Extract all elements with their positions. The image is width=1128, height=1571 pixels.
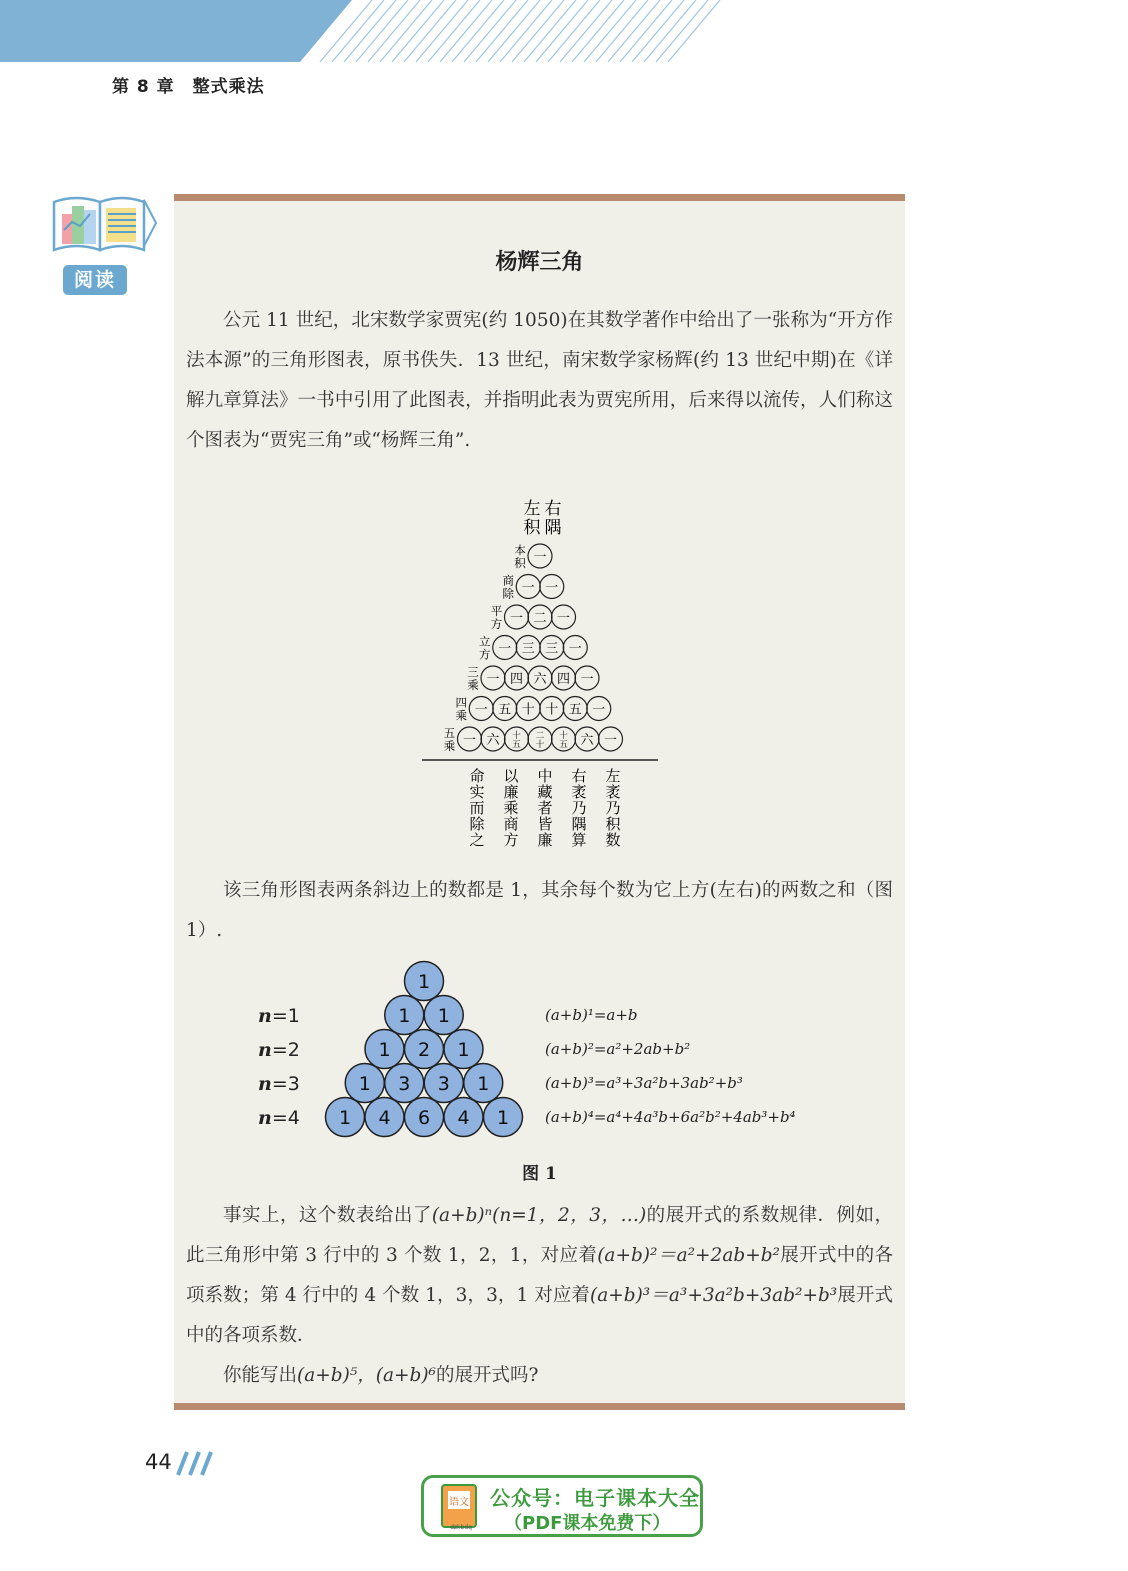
paragraph-intro-text: 公元 11 世纪，北宋数学家贾宪(约 1050)在其数学著作中给出了一张称为“开方作法本源”的三角形图表，原书佚失．13 世纪，南宋数学家杨辉(约 13 世纪中期)在《详解九章算法》一书中引用了此图表，并指明此表为贾宪所用，后来得以流传，人们称这个图表为“贾宪三角”或“杨辉三角”.: [186, 310, 893, 451]
ancient-numeral: 六: [533, 672, 547, 687]
ancient-numeral: 十: [512, 731, 521, 741]
expansion-formula: (a+b)⁴=a⁴+4a³b+6a²b²+4ab³+b⁴: [545, 1108, 796, 1126]
paragraph-question: [186, 1356, 893, 1396]
ancient-numeral: 一: [568, 641, 582, 657]
math-cube: (a+b)³＝a³+3a²b+3ab²+b³: [590, 1285, 838, 1306]
pascal-number: 4: [457, 1107, 470, 1129]
row-label: 除: [502, 586, 514, 601]
row-label: 五: [443, 726, 456, 740]
n-label: n=3: [258, 1073, 300, 1095]
ancient-numeral: 十: [521, 702, 535, 718]
pascal-number: 3: [437, 1073, 450, 1095]
ancient-numeral: 一: [521, 580, 535, 596]
ancient-numeral: 五: [559, 740, 568, 750]
textbook-icon-sub: dzkbdq: [450, 1524, 472, 1531]
page-number: 44: [145, 1450, 172, 1474]
chapter-heading: [112, 72, 265, 97]
top-label-left: 左: [523, 499, 541, 519]
ancient-numeral: 一: [533, 550, 547, 565]
top-label-corner: 隅: [544, 518, 562, 538]
ancient-numeral: 四: [556, 672, 571, 687]
pascal-number: 1: [338, 1107, 352, 1129]
pascal-number: 1: [496, 1107, 510, 1129]
chapter-number: 第 8 章: [112, 77, 175, 97]
n-label: n=4: [258, 1107, 300, 1129]
wechat-banner[interactable]: [421, 1475, 703, 1537]
row-label: 乘: [455, 708, 467, 723]
n-label: n=1: [258, 1005, 300, 1027]
math-fifth-sixth: (a+b)⁵，(a+b)⁶: [297, 1365, 436, 1386]
ancient-numeral: 一: [474, 702, 488, 718]
bottom-column-text: 命实而除之: [469, 767, 485, 849]
ancient-numeral: 五: [512, 740, 521, 750]
math-general: (a+b)ⁿ(n=1，2，3，…): [431, 1205, 647, 1226]
paragraph-fact: [186, 1196, 893, 1396]
row-label: 乘: [443, 739, 456, 753]
math-square: (a+b)²＝a²+2ab+b²: [597, 1245, 780, 1266]
ancient-triangle: [420, 495, 660, 855]
pascal-number: 3: [398, 1073, 411, 1095]
ancient-numeral: 四: [509, 672, 524, 687]
bottom-column-text: 中藏者皆廉: [537, 767, 553, 849]
paragraph-rule-text: 该三角形图表两条斜边上的数都是 1，其余每个数为它上方(左右)的两数之和（图 1）.: [186, 880, 893, 941]
wechat-line-1: 公众号：电子课本大全: [490, 1486, 700, 1510]
ancient-numeral: 一: [592, 702, 606, 718]
expansion-formula: (a+b)³=a³+3a²b+3ab²+b³: [545, 1074, 743, 1092]
row-label: 平: [490, 604, 503, 618]
reading-panel: [174, 194, 905, 1410]
ancient-numeral: 五: [568, 702, 582, 718]
ancient-numeral: 五: [498, 702, 512, 718]
pascal-number: 1: [378, 1039, 391, 1061]
top-label-right: 右: [544, 499, 562, 519]
fact-text-b: 的展开式的系数规律．例如，此三角形中第 3 行中的 3 个数 1，2，1，对应着: [186, 1205, 893, 1266]
fact-text-d: 展开式中的各项系数．: [186, 1285, 893, 1346]
n-label: n=2: [258, 1039, 300, 1061]
open-book-icon: [48, 192, 158, 254]
row-label: 商: [502, 573, 514, 588]
ancient-numeral: 六: [580, 733, 594, 748]
ancient-numeral: 一: [509, 611, 524, 626]
bottom-column-text: 右袤乃隅算: [571, 767, 587, 849]
ancient-numeral: 一: [580, 672, 594, 687]
wechat-line-2: （PDF课本免费下）: [504, 1513, 671, 1534]
paragraph-rule: [186, 871, 893, 951]
paragraph-intro: [186, 301, 893, 461]
bottom-column-text: 左袤乃积数: [605, 767, 621, 849]
ancient-numeral: 一: [545, 580, 559, 596]
ancient-numeral: 一: [556, 611, 571, 626]
row-label: 三: [467, 665, 479, 679]
question-text-b: 的展开式吗?: [435, 1365, 539, 1386]
ancient-numeral: 二: [535, 731, 545, 741]
pascal-number: 4: [378, 1107, 391, 1129]
ancient-numeral: 二: [533, 611, 547, 626]
figure-1-triangle: [234, 956, 854, 1151]
row-label: 方: [490, 617, 503, 631]
expansion-formula: (a+b)²=a²+2ab+b²: [545, 1040, 691, 1058]
pascal-number: 1: [358, 1073, 371, 1095]
ancient-numeral: 三: [545, 641, 559, 657]
reading-badge: 阅读: [63, 265, 127, 295]
row-label: 乘: [467, 678, 479, 692]
ancient-numeral: 一: [498, 641, 512, 657]
ancient-numeral: 一: [486, 672, 500, 687]
article-title: 杨辉三角: [495, 250, 584, 275]
ancient-numeral: 十: [535, 740, 545, 750]
textbook-icon: [438, 1483, 484, 1531]
paragraph-fact-text: [186, 1196, 893, 1356]
row-label: 立: [479, 634, 491, 649]
question-text-a: 你能写出: [223, 1365, 298, 1386]
pascal-number: 1: [477, 1073, 490, 1095]
ancient-numeral: 一: [603, 733, 618, 748]
row-label: 四: [455, 695, 467, 710]
chapter-title: 整式乘法: [192, 77, 265, 97]
fact-text-c: 展开式中的各项系数；第 4 行中的 4 个数 1，3，3，1 对应着: [186, 1245, 893, 1306]
row-label: 积: [514, 556, 526, 570]
expansion-formula: (a+b)¹=a+b: [545, 1006, 638, 1024]
row-label: 方: [479, 647, 491, 662]
pascal-number: 1: [457, 1039, 470, 1061]
ancient-numeral: 三: [521, 641, 535, 657]
ancient-numeral: 一: [462, 733, 477, 748]
bottom-column-text: 以廉乘商方: [503, 767, 519, 849]
ancient-numeral: 十: [545, 702, 559, 718]
pascal-number: 6: [417, 1107, 431, 1129]
ancient-numeral: 十: [559, 731, 568, 741]
pascal-number: 2: [417, 1039, 431, 1061]
top-label-product: 积: [523, 518, 541, 538]
ancient-numeral: 六: [486, 733, 500, 748]
header-band: [0, 0, 1128, 62]
textbook-icon-label: 语文: [449, 1497, 469, 1508]
pascal-number: 1: [398, 1005, 411, 1027]
row-label: 本: [514, 543, 526, 557]
fact-text-a: 事实上，这个数表给出了: [223, 1205, 432, 1226]
pascal-number: 1: [417, 971, 431, 993]
page-slash-decoration: [176, 1450, 216, 1476]
pascal-number: 1: [437, 1005, 450, 1027]
figure-1-caption: 图 1: [522, 1164, 557, 1184]
